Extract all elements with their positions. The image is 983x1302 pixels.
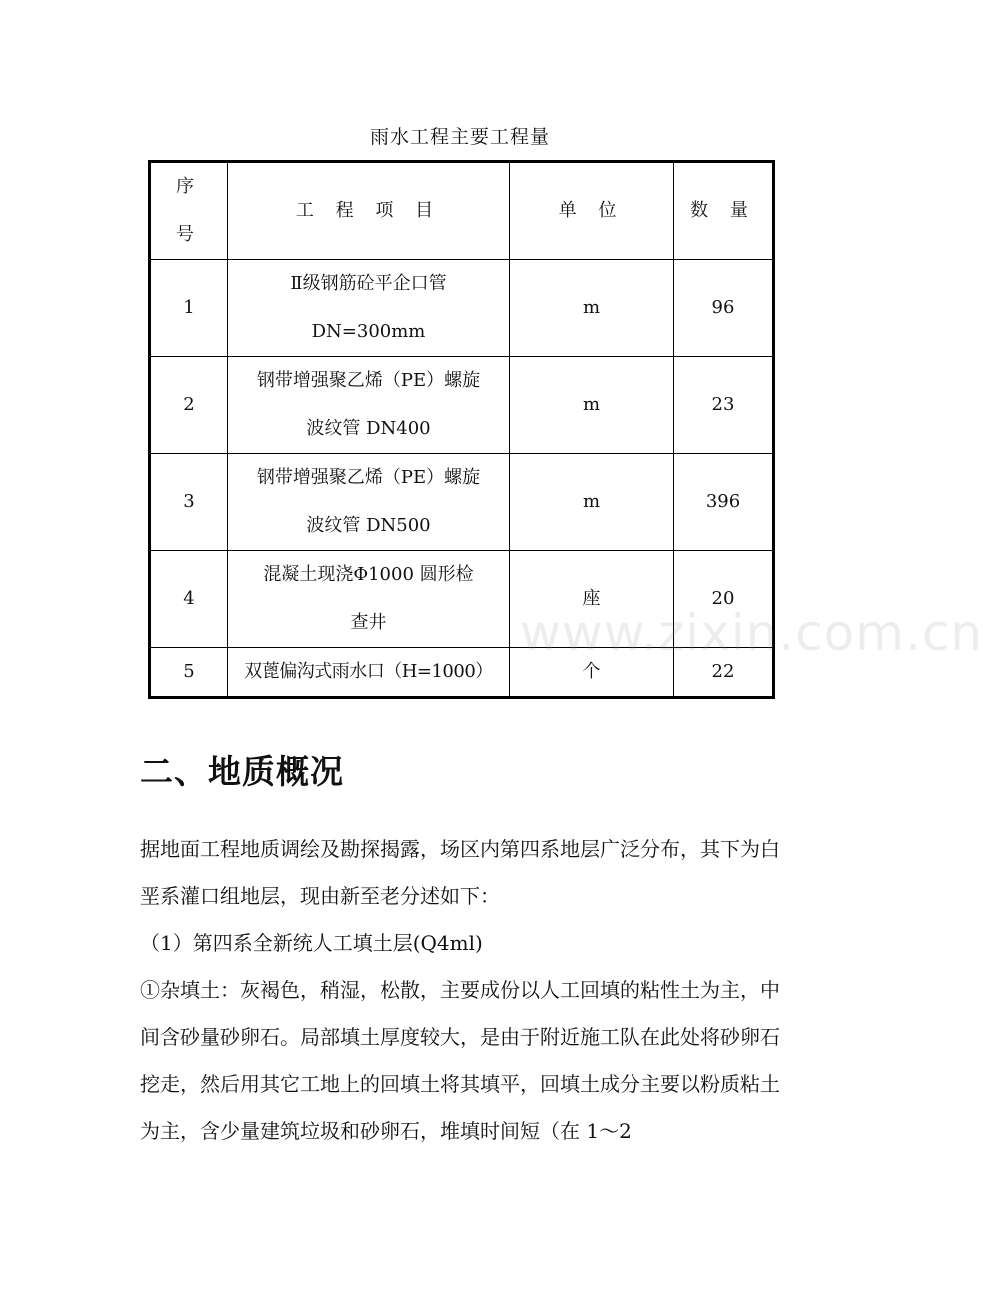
cell-item-line: Ⅱ级钢筋砼平企口管 [290, 273, 447, 294]
cell-project-item: 双蓖偏沟式雨水口（H=1000） [228, 648, 510, 698]
cell-serial-number: 2 [150, 357, 228, 454]
section-heading: 二、地质概况 [140, 752, 344, 791]
cell-quantity: 396 [674, 454, 774, 551]
header-project-item: 工 程 项 目 [228, 162, 510, 260]
cell-serial-number: 5 [150, 648, 228, 698]
header-quantity: 数 量 [674, 162, 774, 260]
cell-project-item [228, 454, 510, 551]
cell-item-line: 钢带增强聚乙烯（PE）螺旋 [256, 370, 481, 391]
cell-serial-number: 1 [150, 260, 228, 357]
cell-quantity: 20 [674, 551, 774, 648]
cell-item-line: 混凝土现浇Φ1000 圆形检 [263, 564, 474, 585]
body-paragraph: （1）第四系全新统人工填土层(Q4ml) [140, 931, 483, 955]
cell-item-line: DN=300mm [311, 321, 426, 342]
table-row [150, 648, 774, 698]
body-paragraph: 据地面工程地质调绘及勘探揭露，场区内第四系地层广泛分布，其下为白垩系灌口组地层，现由新至老分述如下： [140, 837, 780, 908]
table-caption: 雨水工程主要工程量 [369, 126, 550, 148]
header-unit: 单 位 [510, 162, 674, 260]
cell-unit: 个 [510, 648, 674, 698]
cell-item-line: 波纹管 DN400 [306, 418, 431, 439]
table-row [150, 357, 774, 454]
watermark: www.zixin.com.cn [520, 604, 983, 662]
cell-quantity: 22 [674, 648, 774, 698]
table-row [150, 260, 774, 357]
table-header-row [150, 162, 774, 260]
table-row [150, 551, 774, 648]
cell-unit: 座 [510, 551, 674, 648]
cell-item-line: 钢带增强聚乙烯（PE）螺旋 [256, 467, 481, 488]
cell-project-item [228, 551, 510, 648]
cell-serial-number: 3 [150, 454, 228, 551]
cell-unit: m [510, 260, 674, 357]
table-row [150, 454, 774, 551]
cell-unit: m [510, 454, 674, 551]
body-paragraph: ①杂填土：灰褐色，稍湿，松散，主要成份以人工回填的粘性土为主，中间含砂量砂卵石。局部填土厚度较大，是由于附近施工队在此处将砂卵石挖走，然后用其它工地上的回填土将其填平，回填土成分主要以粉质粘土为主，含少量建筑垃圾和砂卵石，堆填时间短（在 1～2 [140, 978, 780, 1143]
cell-project-item [228, 260, 510, 357]
quantity-table [148, 160, 775, 699]
cell-project-item [228, 357, 510, 454]
cell-serial-number: 4 [150, 551, 228, 648]
cell-item-line: 波纹管 DN500 [306, 515, 431, 536]
cell-quantity: 96 [674, 260, 774, 357]
section-body [140, 826, 788, 1155]
cell-quantity: 23 [674, 357, 774, 454]
cell-item-line: 查井 [350, 612, 387, 633]
cell-unit: m [510, 357, 674, 454]
header-serial-number: 序 号 [150, 162, 228, 260]
